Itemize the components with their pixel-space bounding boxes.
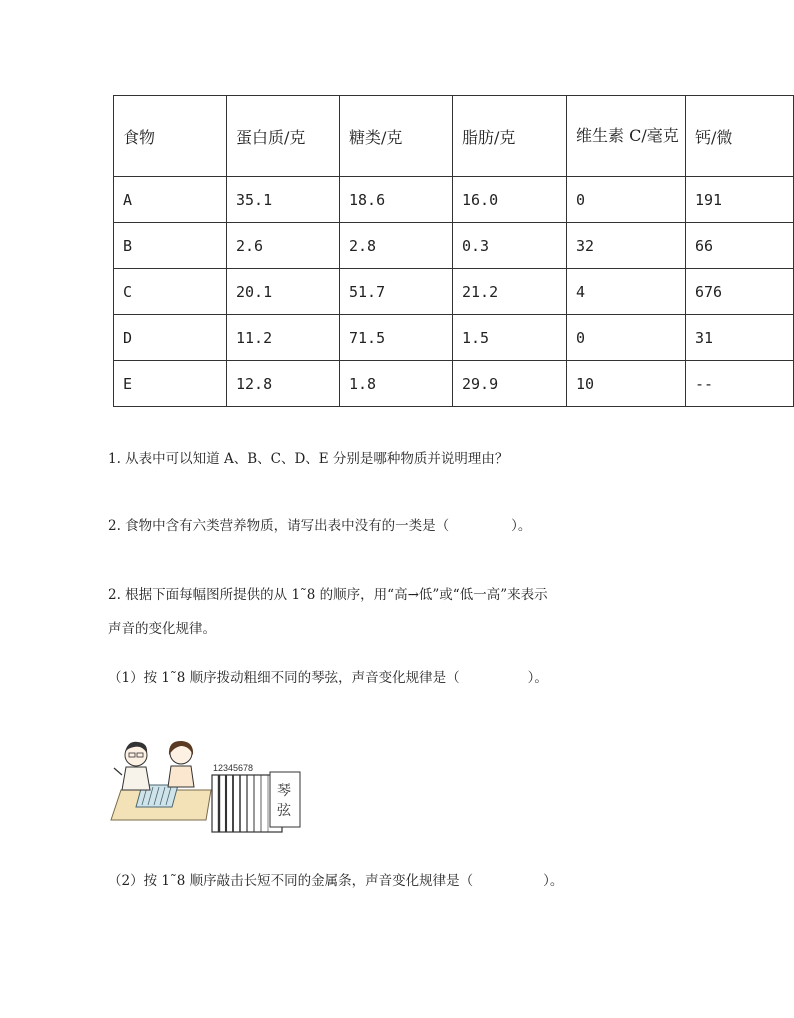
sub-question-2-end: ）。 bbox=[543, 873, 564, 889]
sub-question-1-end: ）。 bbox=[527, 670, 548, 686]
question-2 bbox=[108, 516, 531, 536]
cell-sugar: 2.8 bbox=[340, 223, 453, 269]
cell-fat: 16.0 bbox=[453, 177, 567, 223]
question-2-end: ）。 bbox=[511, 518, 532, 534]
cell-calcium: -- bbox=[686, 361, 794, 407]
sub-question-1 bbox=[108, 668, 548, 688]
cell-vitamin-c: 10 bbox=[567, 361, 686, 407]
cell-fat: 1.5 bbox=[453, 315, 567, 361]
table-row bbox=[114, 315, 794, 361]
sub-question-2 bbox=[108, 871, 563, 891]
girl-body bbox=[168, 766, 194, 787]
table-row bbox=[114, 361, 794, 407]
cell-fat: 0.3 bbox=[453, 223, 567, 269]
cell-calcium: 191 bbox=[686, 177, 794, 223]
boy-arm bbox=[114, 768, 122, 775]
sub-question-2-text: （2）按 1˜8 顺序敲击长短不同的金属条，声音变化规律是（ bbox=[108, 873, 474, 889]
header-cell-food: 食物 bbox=[114, 96, 227, 177]
cell-food: A bbox=[114, 177, 227, 223]
cell-protein: 20.1 bbox=[227, 269, 340, 315]
cell-vitamin-c: 4 bbox=[567, 269, 686, 315]
cell-sugar: 51.7 bbox=[340, 269, 453, 315]
cell-food: E bbox=[114, 361, 227, 407]
header-cell-sugar: 糖类/克 bbox=[340, 96, 453, 177]
cell-calcium: 66 bbox=[686, 223, 794, 269]
cell-sugar: 18.6 bbox=[340, 177, 453, 223]
cell-vitamin-c: 32 bbox=[567, 223, 686, 269]
table-row bbox=[114, 177, 794, 223]
cell-fat: 29.9 bbox=[453, 361, 567, 407]
cell-food: C bbox=[114, 269, 227, 315]
cell-vitamin-c: 0 bbox=[567, 177, 686, 223]
cell-fat: 21.2 bbox=[453, 269, 567, 315]
string-instrument-illustration bbox=[106, 735, 306, 835]
header-cell-vitamin-c: 维生素 C/毫克 bbox=[567, 96, 686, 177]
label-char-1: 琴 bbox=[277, 783, 291, 799]
cell-vitamin-c: 0 bbox=[567, 315, 686, 361]
question-2-text: 2. 食物中含有六类营养物质，请写出表中没有的一类是（ bbox=[108, 518, 450, 534]
question-1: 1. 从表中可以知道 A、B、C、D、E 分别是哪种物质并说明理由？ bbox=[108, 451, 509, 467]
cell-sugar: 1.8 bbox=[340, 361, 453, 407]
sub-question-1-text: （1）按 1˜8 顺序拨动粗细不同的琴弦，声音变化规律是（ bbox=[108, 670, 460, 686]
header-cell-fat: 脂肪/克 bbox=[453, 96, 567, 177]
cell-protein: 12.8 bbox=[227, 361, 340, 407]
string-numbers: 12345678 bbox=[213, 763, 254, 773]
table-header-row bbox=[114, 96, 794, 177]
nutrition-table-wrapper bbox=[113, 95, 733, 407]
cell-protein: 35.1 bbox=[227, 177, 340, 223]
cell-protein: 11.2 bbox=[227, 315, 340, 361]
cell-sugar: 71.5 bbox=[340, 315, 453, 361]
question-3-line-2: 声音的变化规律。 bbox=[108, 621, 216, 637]
cell-food: D bbox=[114, 315, 227, 361]
table-row bbox=[114, 269, 794, 315]
cell-calcium: 31 bbox=[686, 315, 794, 361]
label-char-2: 弦 bbox=[277, 803, 291, 819]
header-cell-protein: 蛋白质/克 bbox=[227, 96, 340, 177]
cell-protein: 2.6 bbox=[227, 223, 340, 269]
question-3-line-1: 2. 根据下面每幅图所提供的从 1˜8 的顺序，用“高→低”或“低一高”来表示 bbox=[108, 587, 548, 603]
nutrition-table bbox=[113, 95, 794, 407]
boy-body bbox=[122, 767, 150, 790]
cell-calcium: 676 bbox=[686, 269, 794, 315]
cell-food: B bbox=[114, 223, 227, 269]
header-cell-calcium: 钙/微 bbox=[686, 96, 794, 177]
table-row bbox=[114, 223, 794, 269]
